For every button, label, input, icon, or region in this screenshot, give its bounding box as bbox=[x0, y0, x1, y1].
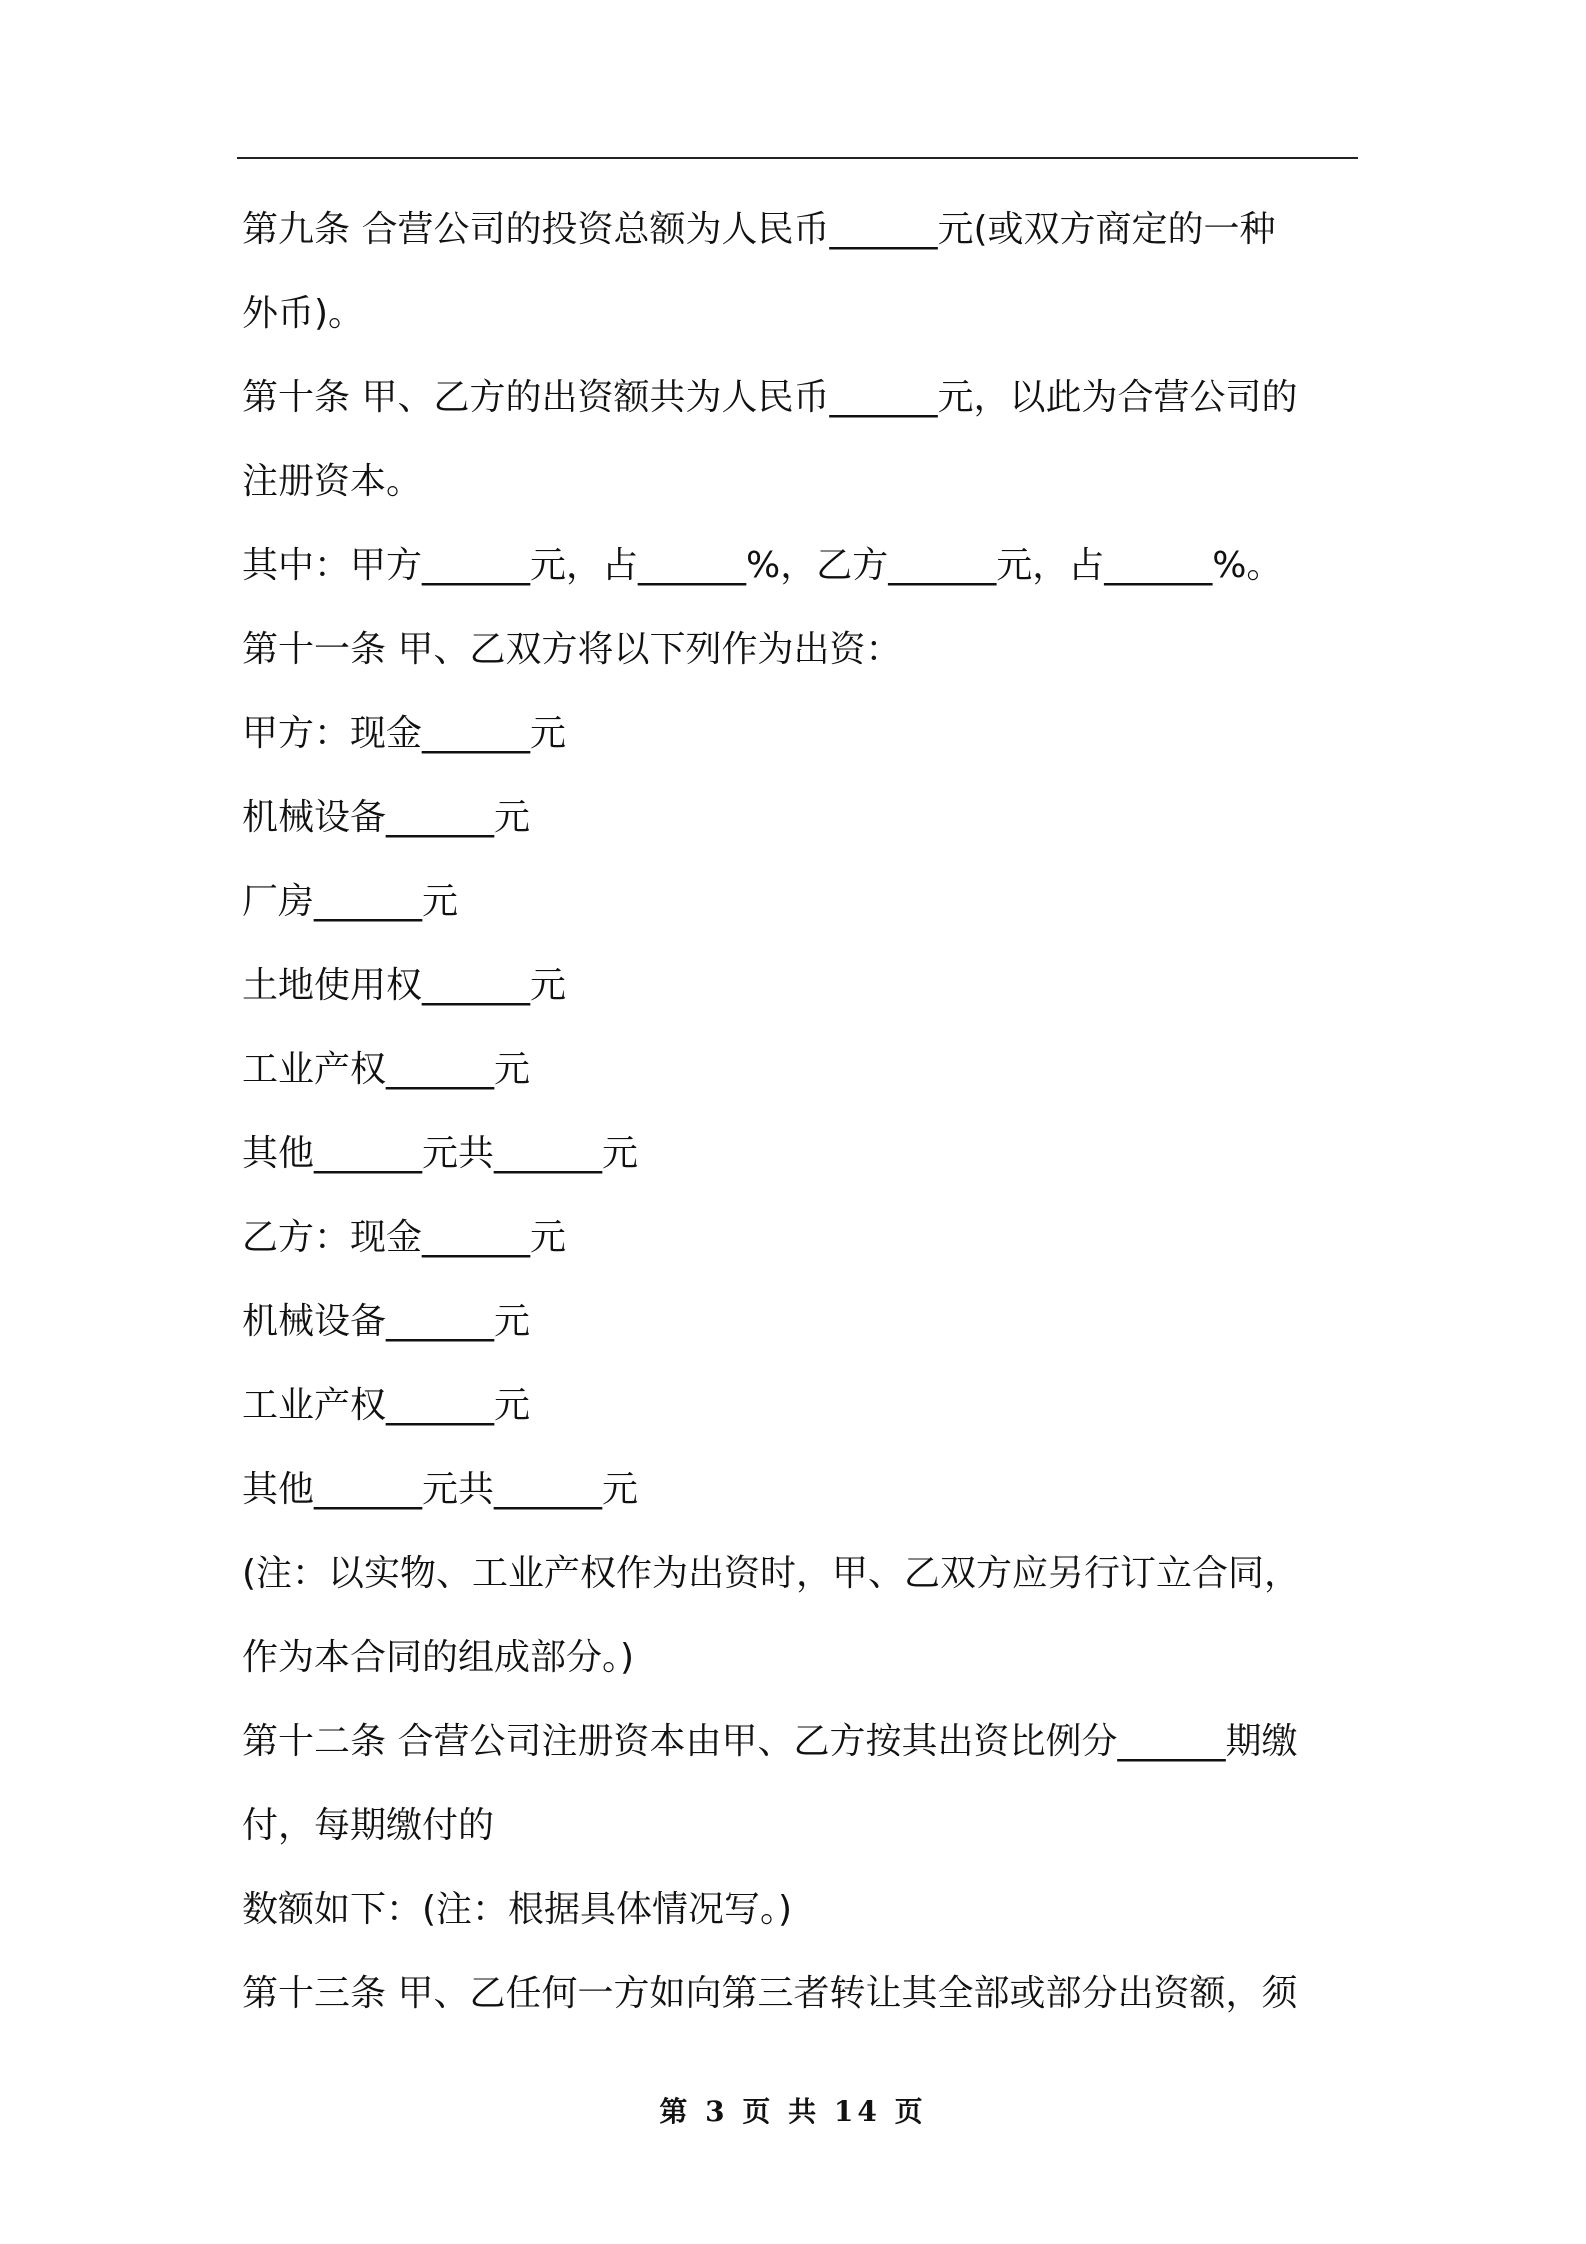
document-body bbox=[242, 188, 1367, 2036]
party-b-machinery-line: 机械设备______元 bbox=[242, 1301, 531, 1342]
party-b-cash-line: 乙方：现金______元 bbox=[242, 1217, 567, 1258]
party-a-other-total-line: 其他______元共______元 bbox=[242, 1133, 639, 1174]
party-a-machinery-line: 机械设备______元 bbox=[242, 797, 531, 838]
article-9-line-2: 外币)。 bbox=[242, 293, 365, 334]
article-10-line-2: 注册资本。 bbox=[242, 461, 423, 502]
article-10-line-1: 第十条 甲、乙方的出资额共为人民币______元，以此为合营公司的 bbox=[242, 377, 1298, 418]
article-12-line-2: 付，每期缴付的 bbox=[242, 1805, 495, 1846]
header-divider bbox=[237, 157, 1358, 159]
party-a-cash-line: 甲方：现金______元 bbox=[242, 713, 567, 754]
capital-share-line: 其中：甲方______元，占______%，乙方______元，占______%。 bbox=[242, 545, 1283, 586]
article-13-line-1: 第十三条 甲、乙任何一方如向第三者转让其全部或部分出资额，须 bbox=[242, 1973, 1298, 2014]
article-9-line-1: 第九条 合营公司的投资总额为人民币______元(或双方商定的一种 bbox=[242, 209, 1276, 250]
party-b-industrial-property-line: 工业产权______元 bbox=[242, 1385, 531, 1426]
note-line-1: (注：以实物、工业产权作为出资时，甲、乙双方应另行订立合同， bbox=[242, 1553, 1301, 1594]
party-b-other-total-line: 其他______元共______元 bbox=[242, 1469, 639, 1510]
page-number-footer: 第 3 页 共 14 页 bbox=[659, 2095, 927, 2128]
note-line-2: 作为本合同的组成部分。) bbox=[242, 1637, 635, 1678]
party-a-factory-line: 厂房______元 bbox=[242, 881, 459, 922]
article-12-line-1: 第十二条 合营公司注册资本由甲、乙方按其出资比例分______期缴 bbox=[242, 1721, 1298, 1762]
article-12-line-3: 数额如下：(注：根据具体情况写。) bbox=[242, 1889, 793, 1930]
party-a-industrial-property-line: 工业产权______元 bbox=[242, 1049, 531, 1090]
party-a-land-use-line: 土地使用权______元 bbox=[242, 965, 567, 1006]
article-11-line: 第十一条 甲、乙双方将以下列作为出资： bbox=[242, 629, 902, 670]
